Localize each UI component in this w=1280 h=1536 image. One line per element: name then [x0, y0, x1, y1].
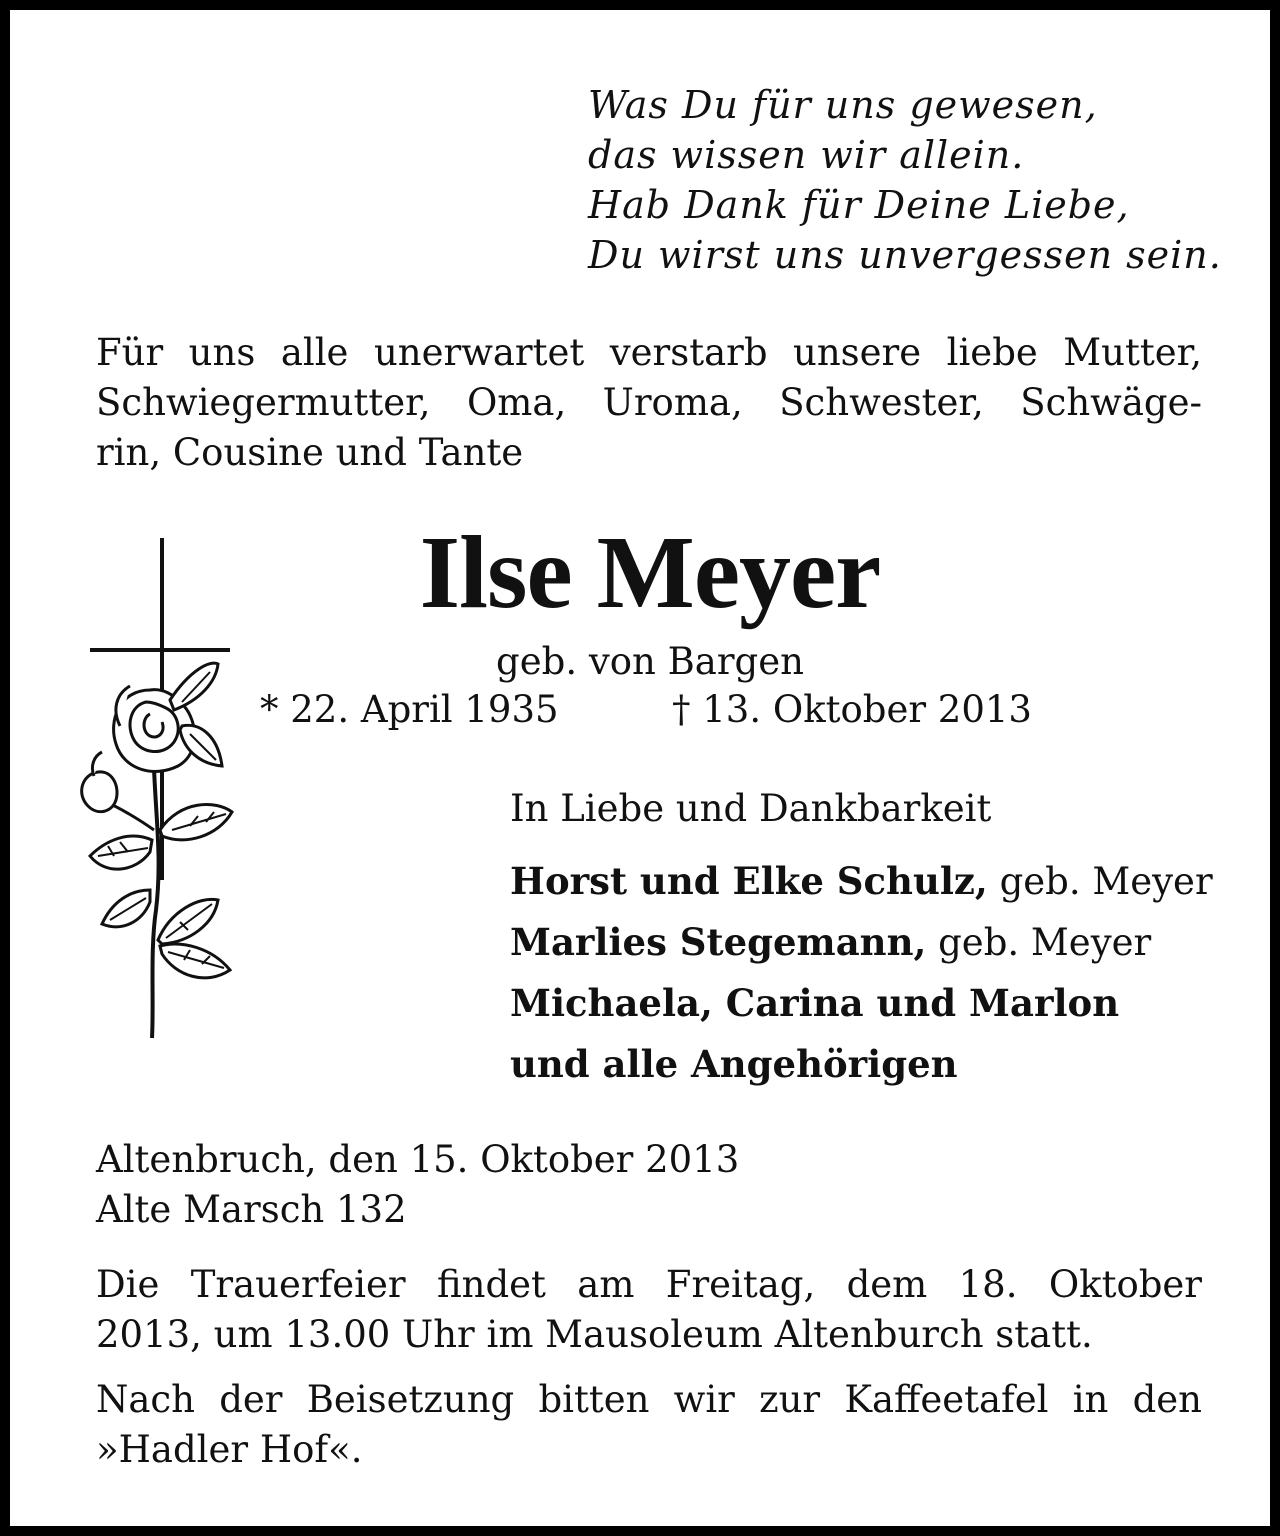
poem-line: Du wirst uns unvergessen sein. [588, 233, 1222, 277]
deceased-name: Ilse Meyer [419, 515, 881, 630]
ceremony-line: Die Trauerfeier findet am Freitag, dem 18. Oktober [96, 1263, 1202, 1306]
mourner-name: Horst und Elke Schulz, [510, 859, 988, 903]
mourner-entry [510, 917, 1230, 978]
ceremony-paragraph [96, 1260, 1202, 1360]
place-date-line: Altenbruch, den 15. Oktober 2013 [96, 1138, 740, 1181]
reception-line: »Hadler Hof«. [96, 1428, 363, 1471]
maiden-name: geb. von Bargen [496, 640, 804, 683]
poem-line: Was Du für uns gewesen, [588, 83, 1098, 127]
ceremony-line: 2013, um 13.00 Uhr im Mausoleum Altenburch statt. [96, 1313, 1093, 1356]
intro-paragraph [96, 328, 1202, 478]
mourner-entry [510, 856, 1230, 917]
place-and-date [96, 1135, 739, 1235]
reception-paragraph [96, 1375, 1202, 1475]
mourners-heading: In Liebe und Dankbarkeit [510, 787, 992, 830]
poem-line: Hab Dank für Deine Liebe, [588, 183, 1130, 227]
mourner-entry [510, 1039, 1230, 1100]
mourners-block [510, 784, 1230, 1100]
mourner-nee: geb. Meyer [938, 921, 1152, 964]
intro-line: Schwiegermutter, Oma, Uroma, Schwester, Schwäge- [96, 381, 1202, 424]
mourner-name: Marlies Stegemann, [510, 920, 927, 964]
reception-line: Nach der Beisetzung bitten wir zur Kaffeetafel in den [96, 1378, 1202, 1421]
mourner-entry [510, 978, 1230, 1039]
memorial-poem [588, 80, 1228, 280]
intro-line: rin, Cousine und Tante [96, 431, 524, 474]
mourner-nee: geb. Meyer [999, 860, 1213, 903]
intro-line: Für uns alle unerwartet verstarb unsere liebe Mutter, [96, 331, 1202, 374]
address-line: Alte Marsch 132 [96, 1188, 407, 1231]
poem-line: das wissen wir allein. [588, 133, 1025, 177]
birth-date: * 22. April 1935 [260, 688, 559, 731]
cross-with-rose-icon [50, 530, 250, 1050]
mourner-name: Michaela, Carina und Marlon [510, 981, 1120, 1025]
death-date: † 13. Oktober 2013 [672, 688, 1032, 731]
mourner-name: und alle Angehörigen [510, 1042, 958, 1086]
